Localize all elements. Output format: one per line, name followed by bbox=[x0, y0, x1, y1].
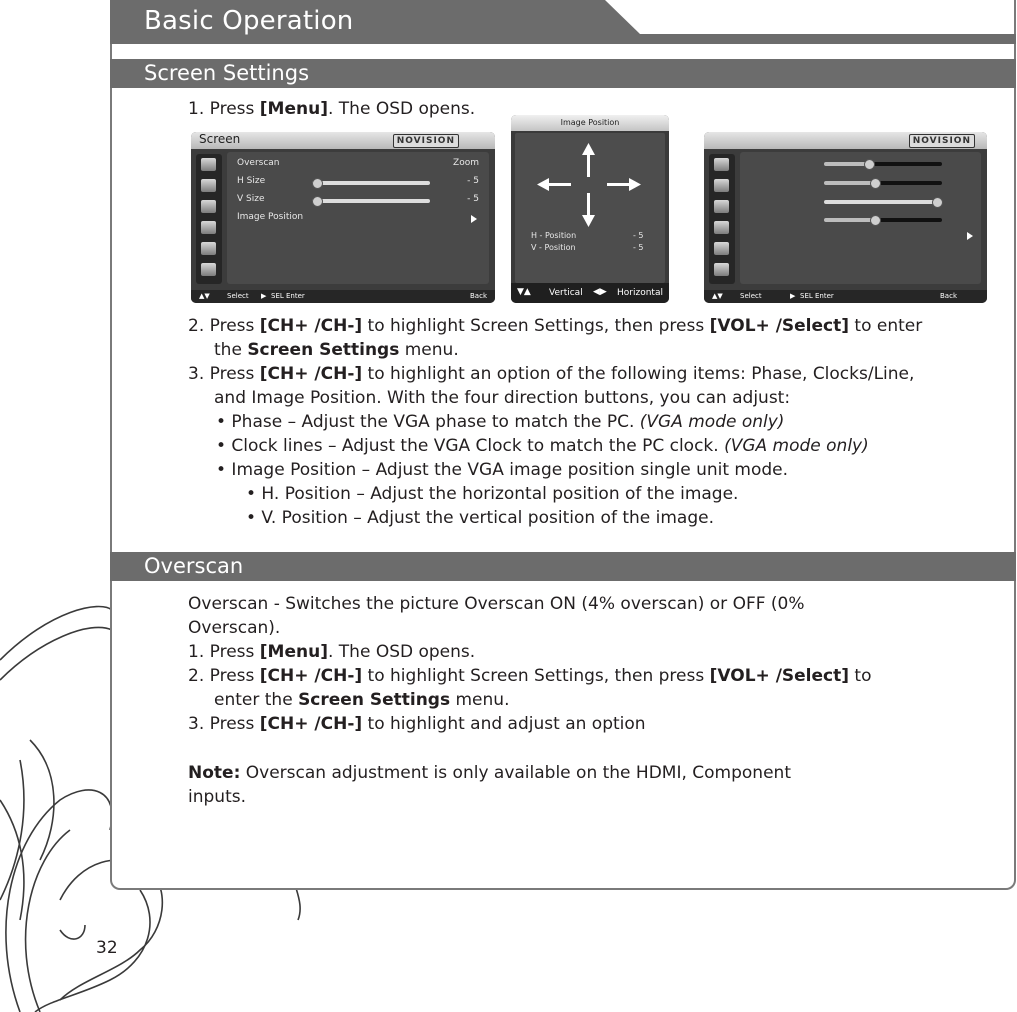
text: . The OSD opens. bbox=[327, 642, 476, 662]
play-icon: ▶ bbox=[790, 292, 796, 300]
foot-select: Select bbox=[227, 292, 249, 300]
setting-slider bbox=[824, 218, 942, 222]
text: to highlight and adjust an option bbox=[362, 714, 646, 734]
h-size-slider bbox=[312, 181, 430, 185]
osd-body bbox=[740, 152, 981, 284]
screen-step-2 bbox=[188, 314, 922, 338]
osd-title: Screen bbox=[199, 132, 241, 146]
section-title: Screen Settings bbox=[144, 61, 310, 85]
osd-item-value: - 5 bbox=[467, 176, 479, 186]
sub-bullet-h-position: • H. Position – Adjust the horizontal position of the image. bbox=[246, 484, 739, 504]
osd-footer bbox=[704, 290, 987, 303]
text: the bbox=[214, 340, 248, 360]
mode-note: (VGA mode only) bbox=[639, 412, 785, 432]
channel-icon bbox=[714, 200, 729, 213]
key-label: [VOL+ /Select] bbox=[709, 316, 850, 336]
up-down-icon: ▲▼ bbox=[712, 292, 723, 300]
osd-header bbox=[704, 132, 987, 149]
screen-step-3-cont: and Image Position. With the four direction buttons, you can adjust: bbox=[214, 388, 791, 408]
setup-icon bbox=[714, 221, 729, 234]
osd-body bbox=[515, 133, 665, 283]
text: to highlight Screen Settings, then press bbox=[362, 666, 710, 686]
text: 3. Press bbox=[188, 714, 260, 734]
text: menu. bbox=[450, 690, 510, 710]
section-bar-overscan bbox=[110, 552, 1016, 581]
slider-knob bbox=[312, 196, 323, 207]
picture-icon bbox=[201, 158, 216, 171]
osd-title: Image Position bbox=[511, 115, 669, 131]
osd-item-v-size: V Size bbox=[237, 194, 265, 204]
osd-footer bbox=[191, 290, 495, 303]
left-right-icon: ◀▶ bbox=[593, 287, 607, 297]
note-label: Note: bbox=[188, 763, 241, 783]
text: enter the bbox=[214, 690, 299, 710]
osd-screen-menu-vga bbox=[704, 132, 987, 303]
text: 1. Press bbox=[188, 642, 260, 662]
foot-back: Back bbox=[470, 292, 487, 300]
osd-item-value: Zoom bbox=[453, 158, 479, 168]
brand-logo: NOVISION bbox=[909, 134, 975, 148]
screen-step-1 bbox=[188, 97, 475, 121]
overscan-intro-cont: Overscan). bbox=[188, 618, 281, 638]
text: 3. Press bbox=[188, 364, 260, 384]
key-label: [Menu] bbox=[259, 642, 328, 662]
overscan-note-cont: inputs. bbox=[188, 787, 246, 807]
foot-enter: SEL Enter bbox=[800, 292, 834, 300]
overscan-step-1 bbox=[188, 640, 475, 664]
overscan-intro: Overscan - Switches the picture Overscan ON (4% overscan) or OFF (0% bbox=[188, 594, 805, 614]
channel-icon bbox=[201, 200, 216, 213]
slider-knob bbox=[932, 197, 943, 208]
up-down-icon: ▼▲ bbox=[517, 287, 531, 297]
foot-horizontal: Horizontal bbox=[617, 288, 663, 298]
overscan-step-2-cont bbox=[214, 688, 509, 712]
key-label: [CH+ /CH-] bbox=[259, 714, 363, 734]
page-number: 32 bbox=[96, 938, 118, 958]
bullet-image-position: • Image Position – Adjust the VGA image position single unit mode. bbox=[216, 460, 789, 480]
text: Overscan adjustment is only available on the HDMI, Component bbox=[240, 763, 791, 783]
bullet-clock bbox=[216, 434, 869, 458]
key-label: [CH+ /CH-] bbox=[259, 364, 363, 384]
osd-item-value: - 5 bbox=[467, 194, 479, 204]
text: to bbox=[849, 666, 872, 686]
v-position-value: - 5 bbox=[633, 243, 644, 252]
text: menu. bbox=[399, 340, 459, 360]
setting-slider bbox=[824, 162, 942, 166]
slider-knob bbox=[312, 178, 323, 189]
key-label: [VOL+ /Select] bbox=[709, 666, 850, 686]
section-bar-screen-settings bbox=[110, 59, 1016, 88]
osd-item-h-size: H Size bbox=[237, 176, 266, 186]
overscan-step-2 bbox=[188, 664, 872, 688]
foot-enter: SEL Enter bbox=[271, 292, 305, 300]
chevron-right-icon bbox=[967, 232, 973, 240]
osd-image-position bbox=[511, 115, 669, 303]
overscan-note bbox=[188, 761, 791, 785]
v-position-label: V - Position bbox=[531, 243, 576, 252]
foot-back: Back bbox=[940, 292, 957, 300]
bullet-phase bbox=[216, 410, 784, 434]
text: to highlight Screen Settings, then press bbox=[362, 316, 710, 336]
lock-icon bbox=[201, 263, 216, 276]
osd-icon-column bbox=[196, 154, 222, 284]
h-position-label: H - Position bbox=[531, 231, 577, 240]
osd-footer bbox=[511, 283, 669, 303]
audio-icon bbox=[714, 179, 729, 192]
setting-slider bbox=[824, 200, 942, 204]
screen-icon bbox=[201, 242, 216, 255]
play-icon: ▶ bbox=[261, 292, 267, 300]
setup-icon bbox=[201, 221, 216, 234]
brand-logo: NOVISION bbox=[393, 134, 459, 148]
key-label: [CH+ /CH-] bbox=[259, 316, 363, 336]
mode-note: (VGA mode only) bbox=[724, 436, 869, 456]
h-position-value: - 5 bbox=[633, 231, 644, 240]
text: 2. Press bbox=[188, 316, 260, 336]
screen-step-2-cont bbox=[214, 338, 459, 362]
text: • Clock lines – Adjust the VGA Clock to match the PC clock. bbox=[216, 436, 719, 456]
osd-screen-menu bbox=[191, 132, 495, 303]
text: 1. Press bbox=[188, 99, 260, 119]
text: to highlight an option of the following items: Phase, Clocks/Line, bbox=[362, 364, 915, 384]
key-label: [CH+ /CH-] bbox=[259, 666, 363, 686]
menu-name: Screen Settings bbox=[298, 690, 451, 710]
slider-knob bbox=[864, 159, 875, 170]
osd-body bbox=[227, 152, 489, 284]
chevron-right-icon bbox=[471, 215, 477, 223]
slider-knob bbox=[870, 215, 881, 226]
text: . The OSD opens. bbox=[327, 99, 476, 119]
osd-icon-column bbox=[709, 154, 735, 284]
key-label: [Menu] bbox=[259, 99, 328, 119]
text: 2. Press bbox=[188, 666, 260, 686]
menu-name: Screen Settings bbox=[247, 340, 400, 360]
text: to enter bbox=[849, 316, 923, 336]
text: • Phase – Adjust the VGA phase to match the PC. bbox=[216, 412, 635, 432]
section-title: Overscan bbox=[144, 554, 244, 578]
foot-select: Select bbox=[740, 292, 762, 300]
audio-icon bbox=[201, 179, 216, 192]
setting-slider bbox=[824, 181, 942, 185]
lock-icon bbox=[714, 263, 729, 276]
page-title: Basic Operation bbox=[144, 6, 354, 36]
foot-vertical: Vertical bbox=[549, 288, 583, 298]
screen-step-3 bbox=[188, 362, 914, 386]
slider-knob bbox=[870, 178, 881, 189]
v-size-slider bbox=[312, 199, 430, 203]
overscan-step-3 bbox=[188, 712, 646, 736]
osd-header bbox=[191, 132, 495, 149]
direction-arrows-icon bbox=[515, 133, 665, 283]
up-down-icon: ▲▼ bbox=[199, 292, 210, 300]
osd-item-image-position: Image Position bbox=[237, 212, 304, 222]
osd-item-overscan: Overscan bbox=[237, 158, 280, 168]
sub-bullet-v-position: • V. Position – Adjust the vertical position of the image. bbox=[246, 508, 714, 528]
picture-icon bbox=[714, 158, 729, 171]
screen-icon bbox=[714, 242, 729, 255]
